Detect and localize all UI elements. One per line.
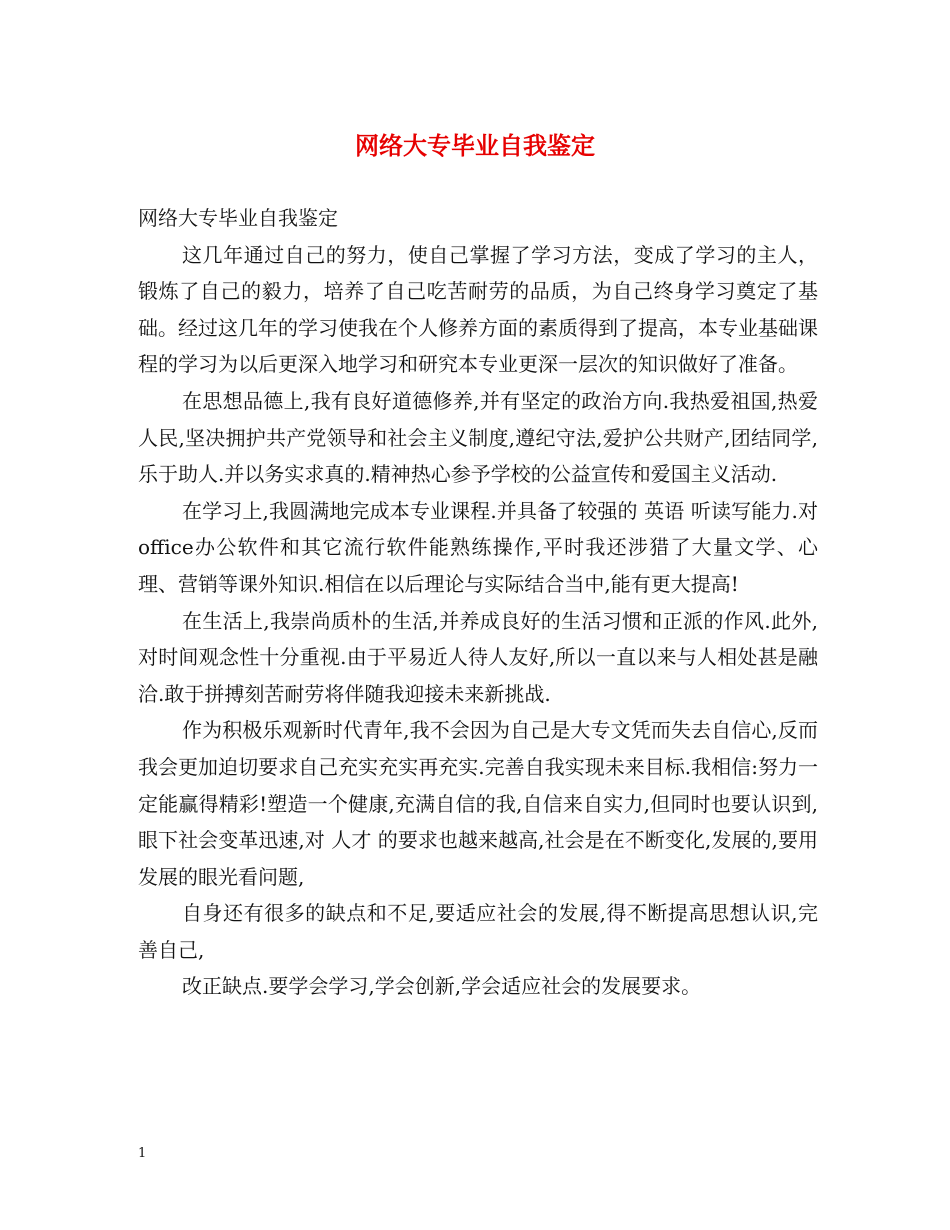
paragraph-academic: 在学习上,我圆满地完成本专业课程.并具备了较强的 英语 听读写能力.对office办公软件和其它流行软件能熟练操作,平时我还涉猎了大量文学、心理、营销等课外知识.相信在以后理论与实际结合当中,能有更大提高! bbox=[138, 498, 818, 596]
paragraph-shortcomings: 自身还有很多的缺点和不足,要适应社会的发展,得不断提高思想认识,完善自己, bbox=[138, 901, 818, 962]
page-number: 1 bbox=[138, 1146, 147, 1161]
paragraph-confidence: 作为积极乐观新时代青年,我不会因为自己是大专文凭而失去自信心,反而我会更加迫切要求自己充实充实再充实.完善自我实现未来目标.我相信:努力一定能赢得精彩!塑造一个健康,充满自信的我,自信来自实力,但同时也要认识到,眼下社会变革迅速,对 人才 的要求也越来越高,社会是在不断变化,发展的,要用发展的眼光看问题, bbox=[138, 718, 818, 889]
paragraph-study-method: 这几年通过自己的努力，使自己掌握了学习方法，变成了学习的主人，锻炼了自己的毅力，培养了自己吃苦耐劳的品质，为自己终身学习奠定了基础。经过这几年的学习使我在个人修养方面的素质得到了提高，本专业基础课程的学习为以后更深入地学习和研究本专业更深一层次的知识做好了准备。 bbox=[138, 242, 818, 377]
document-body bbox=[138, 200, 818, 1005]
paragraph-life: 在生活上,我崇尚质朴的生活,并养成良好的生活习惯和正派的作风.此外,对时间观念性十分重视.由于平易近人待人友好,所以一直以来与人相处甚是融洽.敢于拼搏刻苦耐劳将伴随我迎接未来新挑战. bbox=[138, 608, 818, 706]
paragraph-correct-mistakes: 改正缺点.要学会学习,学会创新,学会适应社会的发展要求。 bbox=[182, 974, 702, 999]
paragraph-moral-character: 在思想品德上,我有良好道德修养,并有坚定的政治方向.我热爱祖国,热爱人民,坚决拥护共产党领导和社会主义制度,遵纪守法,爱护公共财产,团结同学,乐于助人.并以务实求真的.精神热心参予学校的公益宣传和爱国主义活动. bbox=[138, 388, 818, 487]
document-subtitle: 网络大专毕业自我鉴定 bbox=[138, 206, 338, 230]
document-title: 网络大专毕业自我鉴定 bbox=[355, 131, 595, 160]
